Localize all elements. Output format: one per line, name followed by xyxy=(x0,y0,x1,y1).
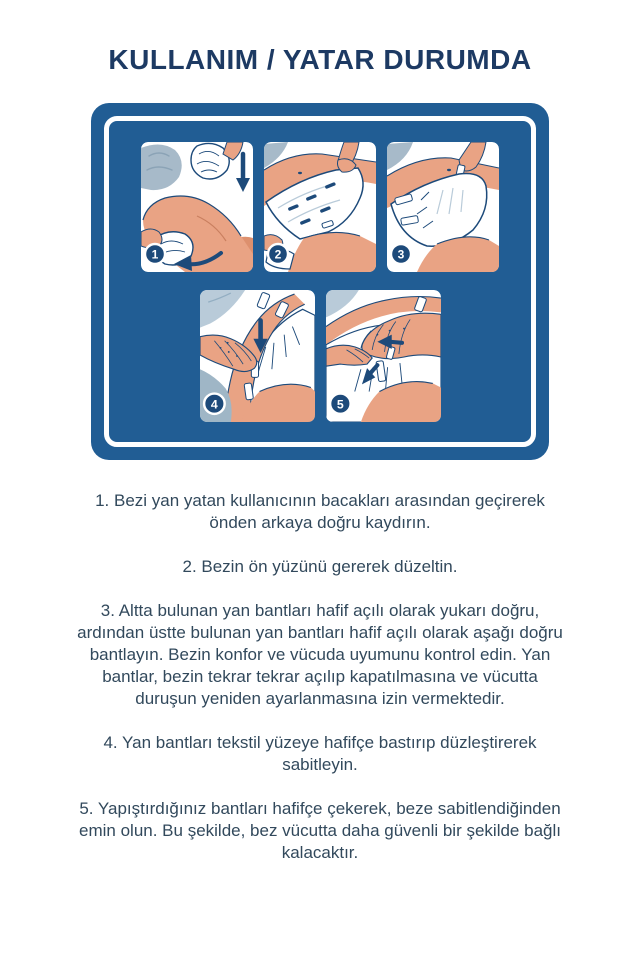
step-4-badge-number: 4 xyxy=(210,397,218,412)
page-title: KULLANIM / YATAR DURUMDA xyxy=(108,44,532,75)
step-5-badge-number: 5 xyxy=(336,397,344,412)
step-2-illustration xyxy=(264,142,376,272)
instruction-list xyxy=(77,490,563,864)
step-2-card xyxy=(264,142,376,272)
step-2-badge-number: 2 xyxy=(274,247,282,262)
step-1-badge-number: 1 xyxy=(151,247,159,262)
instruction-step-4: 4. Yan bantları tekstil yüzeye hafifçe bastırıp düzleştirerek sabitleyin. xyxy=(103,733,537,774)
step-4-badge xyxy=(204,394,225,414)
step-5-badge xyxy=(330,394,351,414)
step-1-card xyxy=(141,142,253,272)
step-3-card xyxy=(387,142,499,272)
step-2-badge xyxy=(268,244,288,264)
step-4-illustration xyxy=(200,290,315,422)
instruction-step-2: 2. Bezin ön yüzünü gererek düzeltin. xyxy=(182,557,458,576)
illustration-row-top xyxy=(141,142,499,272)
instruction-step-5: 5. Yapıştırdığınız bantları hafifçe çekerek, beze sabitlendiğinden emin olun. Bu şekilde, bez vücutta daha güvenli bir şekilde bağlı kalacaktır. xyxy=(79,799,561,862)
illustration-row-bottom xyxy=(200,290,441,422)
step-3-badge-number: 3 xyxy=(397,247,405,262)
illustration-rows xyxy=(91,103,549,460)
step-1-illustration xyxy=(141,142,253,272)
illustration-panel xyxy=(91,103,549,460)
step-4-card xyxy=(200,290,315,422)
step-3-badge xyxy=(391,244,411,264)
instruction-step-1: 1. Bezi yan yatan kullanıcının bacakları arasından geçirerek önden arkaya doğru kaydırın. xyxy=(95,491,545,532)
step-1-badge xyxy=(145,244,165,264)
step-5-card xyxy=(326,290,441,422)
step-5-illustration xyxy=(326,290,441,422)
step-3-illustration xyxy=(387,142,499,272)
instruction-step-3: 3. Altta bulunan yan bantları hafif açılı olarak yukarı doğru, ardından üstte bulunan yan bantları hafif açılı olarak aşağı doğru bantlayın. Bezin konfor ve vücuda uyumunu kontrol edin. Yan bantlar, bezin tekrar tekrar açılıp kapatılmasına ve vücutta duruşun yeniden ayarlanmasına izin vermektedir. xyxy=(77,601,563,708)
